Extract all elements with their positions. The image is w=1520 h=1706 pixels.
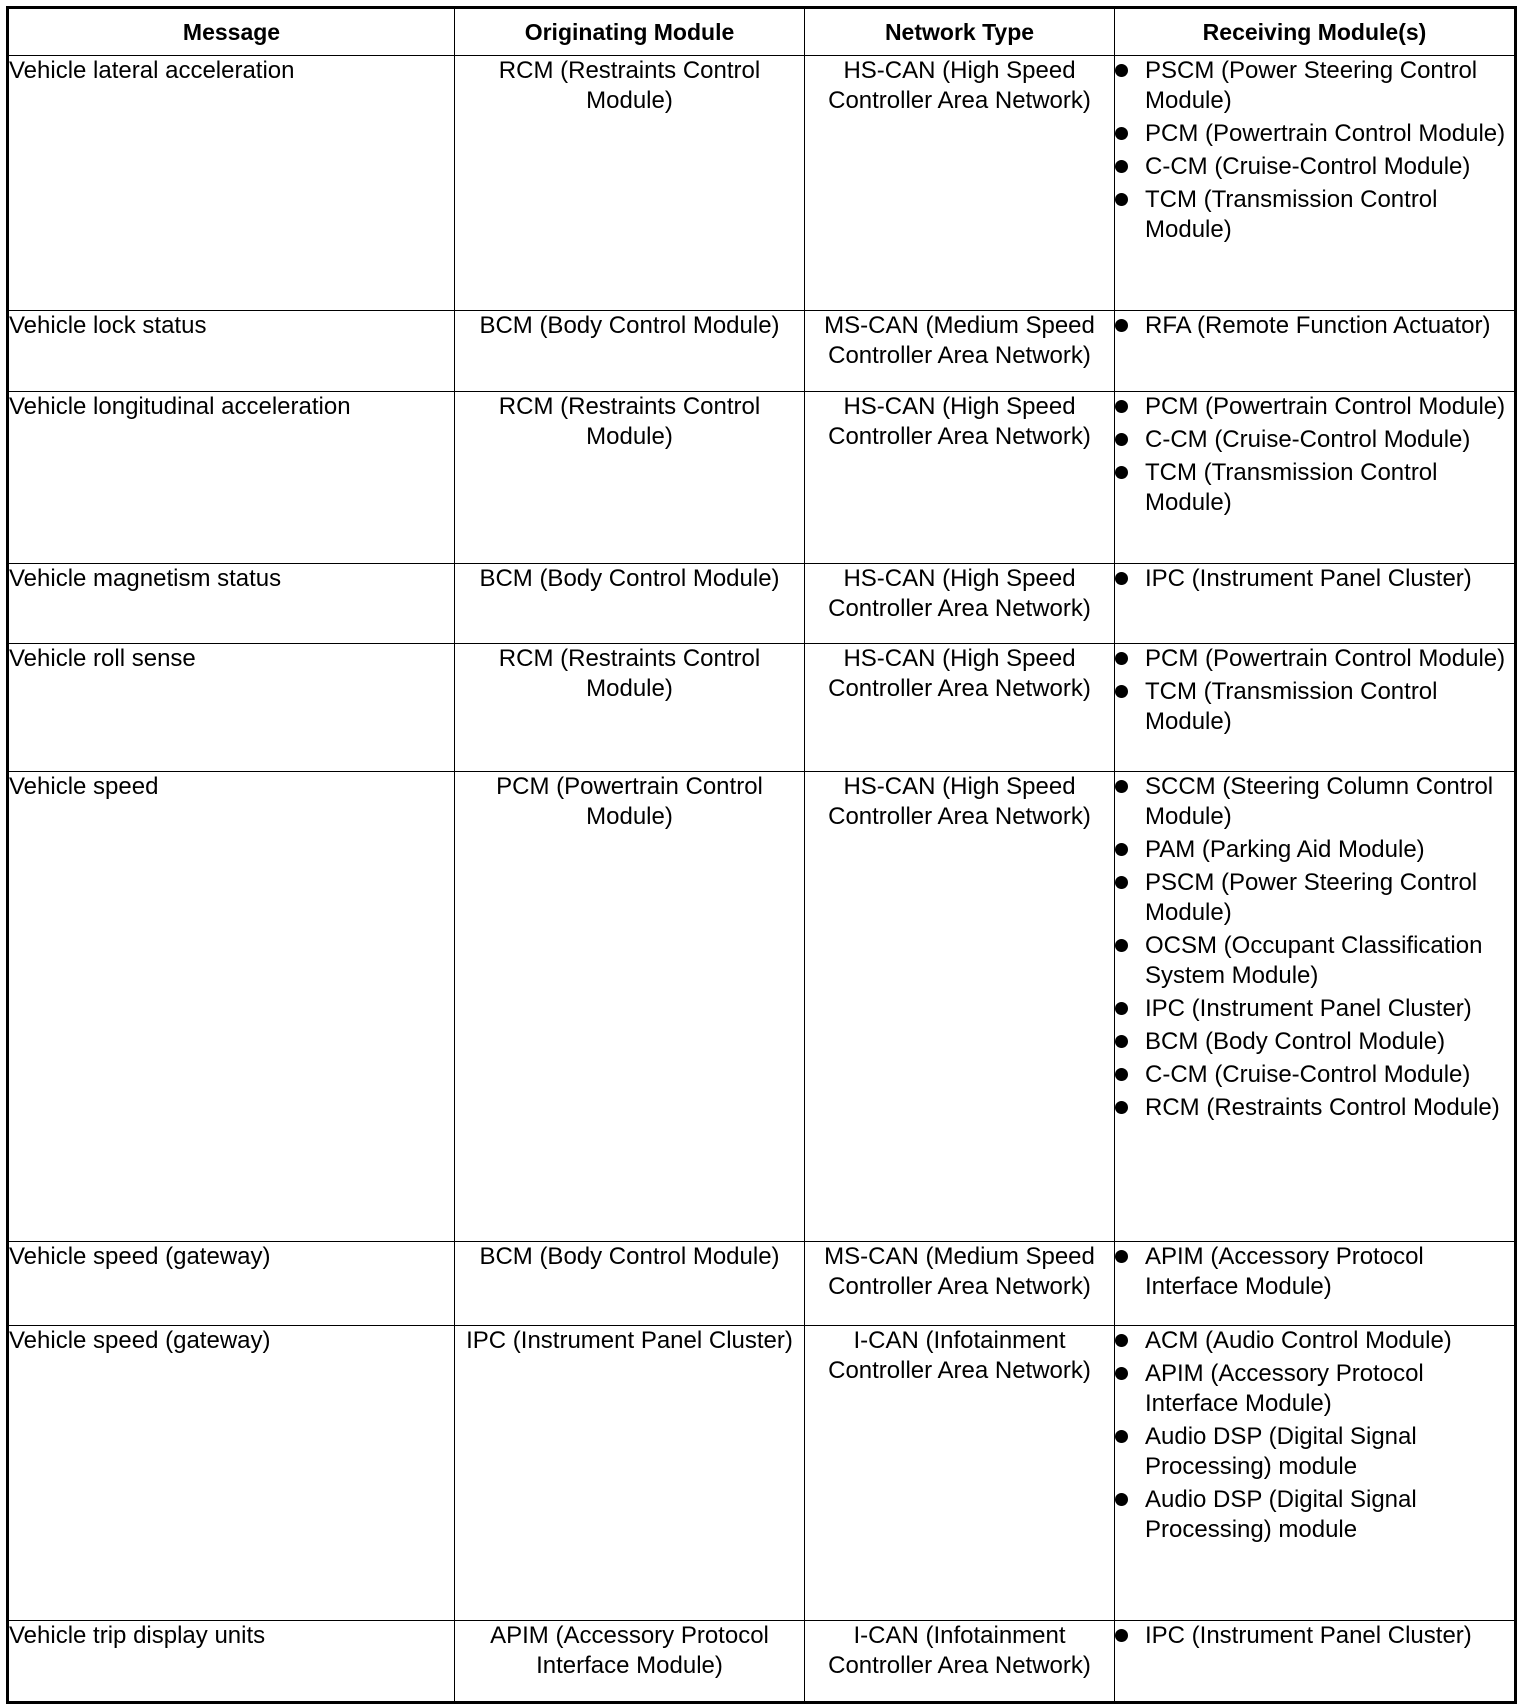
list-item [1115, 458, 1514, 518]
receiving-modules-list [1115, 311, 1514, 341]
table-row [8, 644, 1516, 772]
receiving-module-label: Audio DSP (Digital Signal Processing) module [1145, 1423, 1417, 1481]
receiving-module-label: BCM (Body Control Module) [1145, 1028, 1446, 1056]
originating-module-cell: BCM (Body Control Module) [455, 311, 805, 392]
bullet-icon [1115, 1035, 1128, 1048]
bullet-icon [1115, 843, 1128, 856]
list-item [1115, 1621, 1514, 1651]
bullet-icon [1115, 127, 1128, 140]
table-row [8, 563, 1516, 644]
network-type-cell: I-CAN (Infotainment Controller Area Network) [805, 1620, 1115, 1702]
receiving-module-label: RCM (Restraints Control Module) [1145, 1094, 1500, 1122]
receiving-module-label: RFA (Remote Function Actuator) [1145, 312, 1491, 340]
receiving-module-label: APIM (Accessory Protocol Interface Module) [1145, 1360, 1424, 1418]
receiving-module-label: PCM (Powertrain Control Module) [1145, 645, 1506, 673]
list-item [1115, 835, 1514, 865]
bullet-icon [1115, 64, 1128, 77]
receiving-modules-cell [1115, 644, 1516, 772]
table-row [8, 311, 1516, 392]
bullet-icon [1115, 193, 1128, 206]
list-item [1115, 1060, 1514, 1090]
receiving-module-label: IPC (Instrument Panel Cluster) [1145, 564, 1472, 592]
list-item [1115, 868, 1514, 928]
bullet-icon [1115, 433, 1128, 446]
receiving-modules-cell [1115, 772, 1516, 1241]
receiving-module-label: PSCM (Power Steering Control Module) [1145, 57, 1478, 114]
originating-module-cell: IPC (Instrument Panel Cluster) [455, 1326, 805, 1621]
list-item [1115, 1326, 1514, 1356]
message-cell: Vehicle speed (gateway) [8, 1326, 455, 1621]
bullet-icon [1115, 1101, 1128, 1114]
list-item [1115, 311, 1514, 341]
bullet-icon [1115, 572, 1128, 585]
receiving-module-label: IPC (Instrument Panel Cluster) [1145, 995, 1472, 1023]
table-row [8, 1241, 1516, 1326]
receiving-modules-list [1115, 56, 1514, 245]
originating-module-cell: RCM (Restraints Control Module) [455, 56, 805, 311]
list-item [1115, 1422, 1514, 1482]
list-item [1115, 392, 1514, 422]
receiving-module-label: C-CM (Cruise-Control Module) [1145, 425, 1471, 453]
network-type-cell: MS-CAN (Medium Speed Controller Area Network) [805, 311, 1115, 392]
receiving-module-label: C-CM (Cruise-Control Module) [1145, 153, 1471, 180]
header-receiving-modules: Receiving Module(s) [1115, 8, 1516, 56]
originating-module-cell: RCM (Restraints Control Module) [455, 391, 805, 563]
message-cell: Vehicle roll sense [8, 644, 455, 772]
header-message: Message [8, 8, 455, 56]
message-cell: Vehicle lateral acceleration [8, 56, 455, 311]
list-item [1115, 994, 1514, 1024]
originating-module-cell: BCM (Body Control Module) [455, 1241, 805, 1326]
bullet-icon [1115, 1430, 1128, 1443]
receiving-module-label: C-CM (Cruise-Control Module) [1145, 1061, 1471, 1089]
receiving-module-label: Audio DSP (Digital Signal Processing) module [1145, 1486, 1417, 1544]
list-item [1115, 1359, 1514, 1419]
list-item [1115, 56, 1514, 116]
bullet-icon [1115, 1367, 1128, 1380]
receiving-module-label: PCM (Powertrain Control Module) [1145, 392, 1506, 420]
message-cell: Vehicle speed (gateway) [8, 1241, 455, 1326]
table-row [8, 1620, 1516, 1702]
bullet-icon [1115, 1002, 1128, 1015]
bullet-icon [1115, 780, 1128, 793]
receiving-modules-list [1115, 1242, 1514, 1302]
receiving-modules-cell [1115, 1620, 1516, 1702]
table-row [8, 56, 1516, 311]
receiving-modules-list [1115, 644, 1514, 737]
network-type-cell: HS-CAN (High Speed Controller Area Network) [805, 772, 1115, 1241]
receiving-module-label: TCM (Transmission Control Module) [1145, 458, 1438, 516]
receiving-modules-list [1115, 772, 1514, 1123]
receiving-modules-cell [1115, 311, 1516, 392]
receiving-module-label: IPC (Instrument Panel Cluster) [1145, 1621, 1472, 1649]
receiving-modules-cell [1115, 56, 1516, 311]
originating-module-cell: BCM (Body Control Module) [455, 563, 805, 644]
network-type-cell: HS-CAN (High Speed Controller Area Network) [805, 644, 1115, 772]
list-item [1115, 772, 1514, 832]
receiving-modules-list [1115, 392, 1514, 518]
message-cell: Vehicle trip display units [8, 1620, 455, 1702]
list-item [1115, 425, 1514, 455]
network-type-cell: I-CAN (Infotainment Controller Area Network) [805, 1326, 1115, 1621]
bullet-icon [1115, 1493, 1128, 1506]
network-type-cell: HS-CAN (High Speed Controller Area Network) [805, 391, 1115, 563]
receiving-modules-cell [1115, 1326, 1516, 1621]
table-row [8, 772, 1516, 1241]
receiving-module-label: PSCM (Power Steering Control Module) [1145, 869, 1478, 927]
list-item [1115, 119, 1514, 149]
list-item [1115, 1027, 1514, 1057]
receiving-module-label: PCM (Powertrain Control Module) [1145, 120, 1506, 147]
network-type-cell: HS-CAN (High Speed Controller Area Network) [805, 563, 1115, 644]
network-type-cell: MS-CAN (Medium Speed Controller Area Network) [805, 1241, 1115, 1326]
bullet-icon [1115, 466, 1128, 479]
bullet-icon [1115, 319, 1128, 332]
bullet-icon [1115, 652, 1128, 665]
receiving-module-label: APIM (Accessory Protocol Interface Module) [1145, 1242, 1424, 1300]
originating-module-cell: RCM (Restraints Control Module) [455, 644, 805, 772]
header-row [8, 8, 1516, 56]
list-item [1115, 564, 1514, 594]
bullet-icon [1115, 685, 1128, 698]
list-item [1115, 185, 1514, 245]
bullet-icon [1115, 939, 1128, 952]
message-cell: Vehicle longitudinal acceleration [8, 391, 455, 563]
message-cell: Vehicle speed [8, 772, 455, 1241]
header-originating-module: Originating Module [455, 8, 805, 56]
bullet-icon [1115, 1068, 1128, 1081]
bullet-icon [1115, 876, 1128, 889]
table-row [8, 391, 1516, 563]
bullet-icon [1115, 160, 1128, 173]
receiving-module-label: TCM (Transmission Control Module) [1145, 678, 1438, 736]
originating-module-cell: APIM (Accessory Protocol Interface Module) [455, 1620, 805, 1702]
bullet-icon [1115, 1334, 1128, 1347]
list-item [1115, 677, 1514, 737]
list-item [1115, 644, 1514, 674]
header-network-type: Network Type [805, 8, 1115, 56]
bullet-icon [1115, 1629, 1128, 1642]
message-table [6, 6, 1517, 1704]
list-item [1115, 931, 1514, 991]
receiving-module-label: ACM (Audio Control Module) [1145, 1327, 1452, 1355]
message-cell: Vehicle lock status [8, 311, 455, 392]
receiving-modules-list [1115, 564, 1514, 594]
receiving-modules-cell [1115, 1241, 1516, 1326]
receiving-module-label: SCCM (Steering Column Control Module) [1145, 773, 1494, 831]
message-cell: Vehicle magnetism status [8, 563, 455, 644]
table-row [8, 1326, 1516, 1621]
originating-module-cell: PCM (Powertrain Control Module) [455, 772, 805, 1241]
receiving-modules-cell [1115, 563, 1516, 644]
network-type-cell: HS-CAN (High Speed Controller Area Network) [805, 56, 1115, 311]
receiving-module-label: OCSM (Occupant Classification System Module) [1145, 932, 1483, 990]
receiving-modules-cell [1115, 391, 1516, 563]
bullet-icon [1115, 1250, 1128, 1263]
list-item [1115, 1093, 1514, 1123]
bullet-icon [1115, 400, 1128, 413]
receiving-module-label: TCM (Transmission Control Module) [1145, 186, 1438, 243]
receiving-modules-list [1115, 1621, 1514, 1651]
list-item [1115, 152, 1514, 182]
receiving-module-label: PAM (Parking Aid Module) [1145, 836, 1425, 864]
list-item [1115, 1242, 1514, 1302]
list-item [1115, 1485, 1514, 1545]
receiving-modules-list [1115, 1326, 1514, 1545]
